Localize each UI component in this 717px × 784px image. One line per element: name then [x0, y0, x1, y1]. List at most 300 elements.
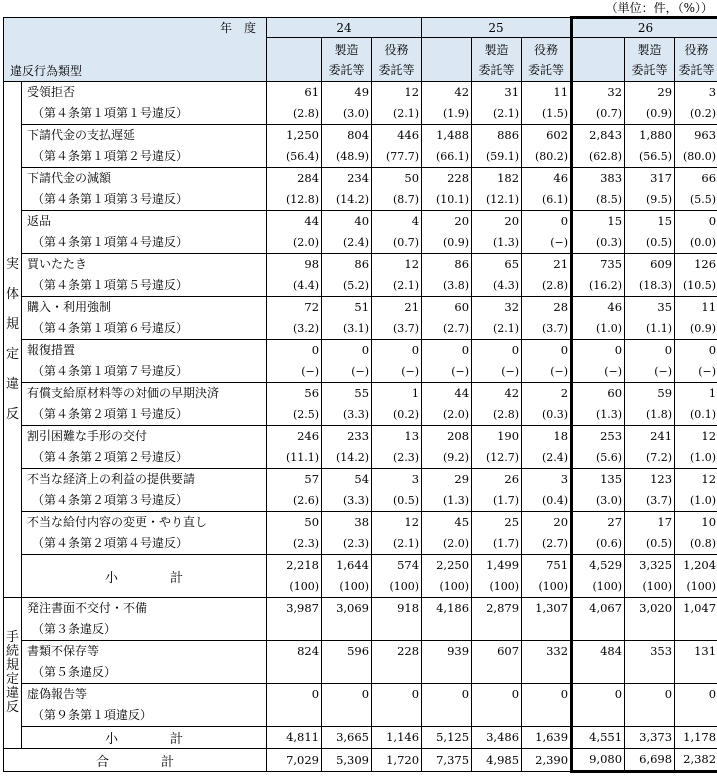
year-25-total-col [422, 38, 472, 82]
count-cell: 0 [572, 340, 625, 362]
percent-cell: (2.3) [267, 533, 322, 555]
section-label-char: 実 [5, 256, 19, 272]
count-cell: 0 [522, 211, 572, 233]
count-cell: 2,879 [472, 598, 522, 620]
count-cell: 57 [267, 469, 322, 491]
table-row [4, 82, 717, 104]
subtotal-cell: 2,250 [422, 555, 472, 577]
percent-cell: (0.5) [372, 490, 422, 512]
count-cell: 0 [322, 684, 372, 706]
percent-cell: (−) [522, 232, 572, 254]
count-cell: 228 [422, 168, 472, 190]
percent-cell: (1.1) [625, 318, 675, 340]
percent-cell: (2.5) [267, 404, 322, 426]
count-cell: 12 [372, 254, 422, 276]
count-cell: 98 [267, 254, 322, 276]
percent-cell: (14.2) [322, 189, 372, 211]
subtotal-label: 小 計 [22, 727, 267, 749]
count-cell: 446 [372, 125, 422, 147]
count-cell: 27 [572, 512, 625, 534]
percent-cell: (0.1) [675, 404, 717, 426]
percent-cell: (3.1) [322, 318, 372, 340]
section-label-substantive [4, 82, 22, 598]
subtotal-cell: 574 [372, 555, 422, 577]
violation-article: （第４条第１項第５号違反） [22, 275, 267, 297]
empty-cell [322, 705, 372, 727]
percent-cell: (3.3) [322, 404, 372, 426]
violation-article: （第４条第１項第３号違反） [22, 189, 267, 211]
percent-cell: (59.1) [472, 146, 522, 168]
section-label-char: 続 [5, 644, 19, 659]
year-header-label: 年 度 [4, 18, 267, 38]
table-row [4, 512, 717, 534]
percent-cell: (2.0) [422, 404, 472, 426]
percent-cell: (−) [267, 361, 322, 383]
violation-article: （第４条第１項第１号違反） [22, 103, 267, 125]
percent-cell: (2.8) [267, 103, 322, 125]
count-cell: 20 [422, 211, 472, 233]
subtotal-cell: 3,373 [625, 727, 675, 749]
count-cell: 35 [625, 297, 675, 319]
section-label-char: 反 [5, 700, 19, 715]
percent-cell: (2.1) [372, 533, 422, 555]
count-cell: 12 [675, 426, 717, 448]
table-row [4, 447, 717, 469]
subtotal-cell: 4,811 [267, 727, 322, 749]
section-label-char: 定 [5, 672, 19, 687]
percent-cell: (−) [422, 361, 472, 383]
percent-cell: (2.4) [522, 447, 572, 469]
empty-cell [422, 619, 472, 641]
percent-cell: (5.6) [572, 447, 625, 469]
percent-cell: (3.0) [572, 490, 625, 512]
empty-cell [675, 705, 717, 727]
year-26-service-col: 役務 委託等 [675, 38, 717, 82]
percent-cell: (5.2) [322, 275, 372, 297]
count-cell: 234 [322, 168, 372, 190]
empty-cell [572, 705, 625, 727]
count-cell: 3 [675, 82, 717, 104]
table-row [4, 404, 717, 426]
table-row [4, 383, 717, 405]
table-row [4, 641, 717, 663]
percent-cell: (0.6) [572, 533, 625, 555]
count-cell: 51 [322, 297, 372, 319]
percent-cell: (3.7) [522, 318, 572, 340]
count-cell: 60 [422, 297, 472, 319]
count-cell: 317 [625, 168, 675, 190]
percent-cell: (1.3) [472, 232, 522, 254]
violation-article: （第４条第２項第３号違反） [22, 490, 267, 512]
empty-cell [422, 662, 472, 684]
subtotal-percent-cell: (100) [572, 576, 625, 598]
section-label-char: 反 [5, 406, 19, 422]
count-cell: 0 [675, 684, 717, 706]
count-cell: 20 [522, 512, 572, 534]
count-cell: 26 [472, 469, 522, 491]
count-cell: 17 [625, 512, 675, 534]
violation-article: （第４条第１項第６号違反） [22, 318, 267, 340]
subtotal-percent-cell: (100) [675, 576, 717, 598]
violation-article: （第４条第１項第４号違反） [22, 232, 267, 254]
count-cell: 804 [322, 125, 372, 147]
percent-cell: (2.1) [472, 318, 522, 340]
count-cell: 38 [322, 512, 372, 534]
percent-cell: (3.0) [322, 103, 372, 125]
count-cell: 2 [522, 383, 572, 405]
percent-cell: (−) [572, 361, 625, 383]
count-cell: 65 [472, 254, 522, 276]
empty-cell [625, 705, 675, 727]
count-cell: 46 [522, 168, 572, 190]
count-cell: 29 [625, 82, 675, 104]
count-cell: 939 [422, 641, 472, 663]
violation-name: 割引困難な手形の交付 [22, 426, 267, 448]
total-row [4, 749, 717, 772]
count-cell: 824 [267, 641, 322, 663]
percent-cell: (−) [372, 361, 422, 383]
count-cell: 0 [267, 684, 322, 706]
category-header-label: 違反行為類型 [4, 38, 267, 82]
percent-cell: (2.0) [422, 533, 472, 555]
section-label-char: 規 [5, 658, 19, 673]
violation-name: 下請代金の減額 [22, 168, 267, 190]
table-row [4, 426, 717, 448]
count-cell: 241 [625, 426, 675, 448]
percent-cell: (9.2) [422, 447, 472, 469]
percent-cell: (−) [472, 361, 522, 383]
subtotal-cell: 1,178 [675, 727, 717, 749]
empty-cell [675, 662, 717, 684]
percent-cell: (3.2) [267, 318, 322, 340]
count-cell: 484 [572, 641, 625, 663]
percent-cell: (0.7) [372, 232, 422, 254]
count-cell: 332 [522, 641, 572, 663]
count-cell: 208 [422, 426, 472, 448]
table-row [4, 533, 717, 555]
count-cell: 0 [422, 684, 472, 706]
percent-cell: (1.9) [422, 103, 472, 125]
percent-cell: (2.1) [372, 275, 422, 297]
percent-cell: (66.1) [422, 146, 472, 168]
violation-name: 下請代金の支払遅延 [22, 125, 267, 147]
total-cell: 4,985 [472, 749, 522, 772]
year-25-header: 25 [422, 18, 572, 38]
section-label-char: 規 [5, 316, 19, 332]
total-cell: 1,720 [372, 749, 422, 772]
subtotal-label: 小 計 [22, 555, 267, 598]
count-cell: 55 [322, 383, 372, 405]
percent-cell: (6.1) [522, 189, 572, 211]
percent-cell: (8.7) [372, 189, 422, 211]
percent-cell: (14.2) [322, 447, 372, 469]
percent-cell: (2.0) [267, 232, 322, 254]
count-cell: 0 [267, 340, 322, 362]
empty-cell [267, 619, 322, 641]
count-cell: 46 [572, 297, 625, 319]
percent-cell: (−) [625, 361, 675, 383]
count-cell: 28 [522, 297, 572, 319]
empty-cell [322, 662, 372, 684]
percent-cell: (8.5) [572, 189, 625, 211]
count-cell: 0 [522, 340, 572, 362]
count-cell: 0 [372, 684, 422, 706]
percent-cell: (80.0) [675, 146, 717, 168]
percent-cell: (2.1) [372, 103, 422, 125]
count-cell: 20 [472, 211, 522, 233]
percent-cell: (1.0) [675, 490, 717, 512]
empty-cell [267, 705, 322, 727]
subtotal-percent-cell: (100) [372, 576, 422, 598]
count-cell: 1 [372, 383, 422, 405]
count-cell: 44 [267, 211, 322, 233]
count-cell: 0 [322, 340, 372, 362]
total-cell: 6,698 [625, 749, 675, 772]
subtotal-cell: 1,644 [322, 555, 372, 577]
percent-cell: (18.3) [625, 275, 675, 297]
percent-cell: (3.7) [625, 490, 675, 512]
count-cell: 3 [372, 469, 422, 491]
violation-article: （第４条第１項第２号違反） [22, 146, 267, 168]
count-cell: 31 [472, 82, 522, 104]
subtotal-cell: 1,499 [472, 555, 522, 577]
violation-name: 発注書面不交付・不備 [22, 598, 267, 620]
count-cell: 25 [472, 512, 522, 534]
violation-name: 書類不保存等 [22, 641, 267, 663]
percent-cell: (1.3) [422, 490, 472, 512]
count-cell: 10 [675, 512, 717, 534]
violation-name: 返品 [22, 211, 267, 233]
percent-cell: (0.9) [625, 103, 675, 125]
total-cell: 7,029 [267, 749, 322, 772]
count-cell: 42 [422, 82, 472, 104]
table-row [4, 619, 717, 641]
count-cell: 126 [675, 254, 717, 276]
count-cell: 66 [675, 168, 717, 190]
empty-cell [322, 619, 372, 641]
count-cell: 0 [625, 340, 675, 362]
count-cell: 1,307 [522, 598, 572, 620]
count-cell: 135 [572, 469, 625, 491]
violation-name: 不当な経済上の利益の提供要請 [22, 469, 267, 491]
subtotal-cell: 4,529 [572, 555, 625, 577]
subtotal-cell: 751 [522, 555, 572, 577]
percent-cell: (2.3) [372, 447, 422, 469]
count-cell: 32 [472, 297, 522, 319]
table-row [4, 340, 717, 362]
percent-cell: (1.5) [522, 103, 572, 125]
count-cell: 602 [522, 125, 572, 147]
count-cell: 190 [472, 426, 522, 448]
violation-name: 虚偽報告等 [22, 684, 267, 706]
percent-cell: (4.3) [472, 275, 522, 297]
subtotal-cell: 3,325 [625, 555, 675, 577]
percent-cell: (2.3) [322, 533, 372, 555]
total-cell: 9,080 [572, 749, 625, 772]
violation-name: 有償支給原材料等の対価の早期決済 [22, 383, 267, 405]
count-cell: 131 [675, 641, 717, 663]
subtotal-cell: 1,204 [675, 555, 717, 577]
subtotal-cell: 3,486 [472, 727, 522, 749]
percent-cell: (12.1) [472, 189, 522, 211]
total-cell: 7,375 [422, 749, 472, 772]
percent-cell: (2.6) [267, 490, 322, 512]
percent-cell: (2.8) [522, 275, 572, 297]
count-cell: 0 [422, 340, 472, 362]
count-cell: 123 [625, 469, 675, 491]
percent-cell: (0.2) [675, 103, 717, 125]
subtotal-percent-cell: (100) [472, 576, 522, 598]
percent-cell: (2.8) [472, 404, 522, 426]
count-cell: 21 [522, 254, 572, 276]
count-cell: 3,987 [267, 598, 322, 620]
count-cell: 72 [267, 297, 322, 319]
section-label-char: 手 [5, 630, 19, 645]
count-cell: 12 [675, 469, 717, 491]
subtotal-cell: 4,551 [572, 727, 625, 749]
table-row [4, 318, 717, 340]
percent-cell: (48.9) [322, 146, 372, 168]
count-cell: 0 [675, 211, 717, 233]
count-cell: 2,843 [572, 125, 625, 147]
percent-cell: (2.7) [522, 533, 572, 555]
count-cell: 50 [267, 512, 322, 534]
table-row [4, 662, 717, 684]
section-label-char: 違 [5, 686, 19, 701]
count-cell: 918 [372, 598, 422, 620]
violation-article: （第９条第１項違反） [22, 705, 267, 727]
violations-table [3, 16, 717, 773]
count-cell: 15 [625, 211, 675, 233]
count-cell: 3,020 [625, 598, 675, 620]
count-cell: 0 [522, 684, 572, 706]
count-cell: 1,880 [625, 125, 675, 147]
percent-cell: (9.5) [625, 189, 675, 211]
count-cell: 353 [625, 641, 675, 663]
empty-cell [372, 705, 422, 727]
count-cell: 4,186 [422, 598, 472, 620]
count-cell: 1,250 [267, 125, 322, 147]
subtotal-cell: 2,218 [267, 555, 322, 577]
year-24-service-col: 役務 委託等 [372, 38, 422, 82]
percent-cell: (−) [522, 361, 572, 383]
percent-cell: (80.2) [522, 146, 572, 168]
table-row [4, 490, 717, 512]
violation-article: （第４条第１項第７号違反） [22, 361, 267, 383]
percent-cell: (12.7) [472, 447, 522, 469]
count-cell: 11 [522, 82, 572, 104]
count-cell: 61 [267, 82, 322, 104]
count-cell: 0 [572, 684, 625, 706]
total-cell: 2,390 [522, 749, 572, 772]
violation-name: 不当な給付内容の変更・やり直し [22, 512, 267, 534]
section-label-char: 違 [5, 376, 19, 392]
table-row [4, 469, 717, 491]
count-cell: 609 [625, 254, 675, 276]
count-cell: 963 [675, 125, 717, 147]
count-cell: 886 [472, 125, 522, 147]
total-cell: 2,382 [675, 749, 717, 772]
year-24-total-col [267, 38, 322, 82]
percent-cell: (0.5) [625, 533, 675, 555]
percent-cell: (56.4) [267, 146, 322, 168]
count-cell: 45 [422, 512, 472, 534]
count-cell: 86 [322, 254, 372, 276]
unit-note: （単位：件，（%）） [605, 1, 713, 15]
year-24-manufacturing-col: 製造 委託等 [322, 38, 372, 82]
subtotal-cell: 1,639 [522, 727, 572, 749]
empty-cell [625, 662, 675, 684]
count-cell: 12 [372, 512, 422, 534]
percent-cell: (2.1) [472, 103, 522, 125]
count-cell: 54 [322, 469, 372, 491]
count-cell: 86 [422, 254, 472, 276]
count-cell: 40 [322, 211, 372, 233]
percent-cell: (1.7) [472, 490, 522, 512]
empty-cell [372, 619, 422, 641]
count-cell: 182 [472, 168, 522, 190]
count-cell: 13 [372, 426, 422, 448]
section-label-char: 体 [5, 286, 19, 302]
violation-article: （第４条第２項第４号違反） [22, 533, 267, 555]
percent-cell: (0.2) [372, 404, 422, 426]
count-cell: 21 [372, 297, 422, 319]
percent-cell: (−) [322, 361, 372, 383]
total-cell: 5,309 [322, 749, 372, 772]
count-cell: 735 [572, 254, 625, 276]
empty-cell [372, 662, 422, 684]
count-cell: 60 [572, 383, 625, 405]
count-cell: 228 [372, 641, 422, 663]
percent-cell: (10.1) [422, 189, 472, 211]
percent-cell: (5.5) [675, 189, 717, 211]
percent-cell: (3.7) [372, 318, 422, 340]
count-cell: 12 [372, 82, 422, 104]
count-cell: 0 [372, 340, 422, 362]
empty-cell [422, 705, 472, 727]
violation-name: 受領拒否 [22, 82, 267, 104]
count-cell: 15 [572, 211, 625, 233]
count-cell: 32 [572, 82, 625, 104]
count-cell: 1,488 [422, 125, 472, 147]
empty-cell [472, 662, 522, 684]
subtotal-cell: 1,146 [372, 727, 422, 749]
section-label-char: 定 [5, 346, 19, 362]
count-cell: 4,067 [572, 598, 625, 620]
empty-cell [267, 662, 322, 684]
count-cell: 383 [572, 168, 625, 190]
count-cell: 44 [422, 383, 472, 405]
subtotal-percent-cell: (100) [625, 576, 675, 598]
count-cell: 0 [625, 684, 675, 706]
percent-cell: (−) [675, 361, 717, 383]
table-row [4, 211, 717, 233]
table-row [4, 146, 717, 168]
empty-cell [572, 619, 625, 641]
violation-article: （第４条第２項第２号違反） [22, 447, 267, 469]
percent-cell: (2.7) [422, 318, 472, 340]
empty-cell [472, 705, 522, 727]
percent-cell: (1.8) [625, 404, 675, 426]
table-row [4, 125, 717, 147]
percent-cell: (1.3) [572, 404, 625, 426]
percent-cell: (1.0) [675, 447, 717, 469]
count-cell: 0 [675, 340, 717, 362]
percent-cell: (0.8) [675, 533, 717, 555]
count-cell: 56 [267, 383, 322, 405]
count-cell: 1,047 [675, 598, 717, 620]
percent-cell: (0.0) [675, 232, 717, 254]
